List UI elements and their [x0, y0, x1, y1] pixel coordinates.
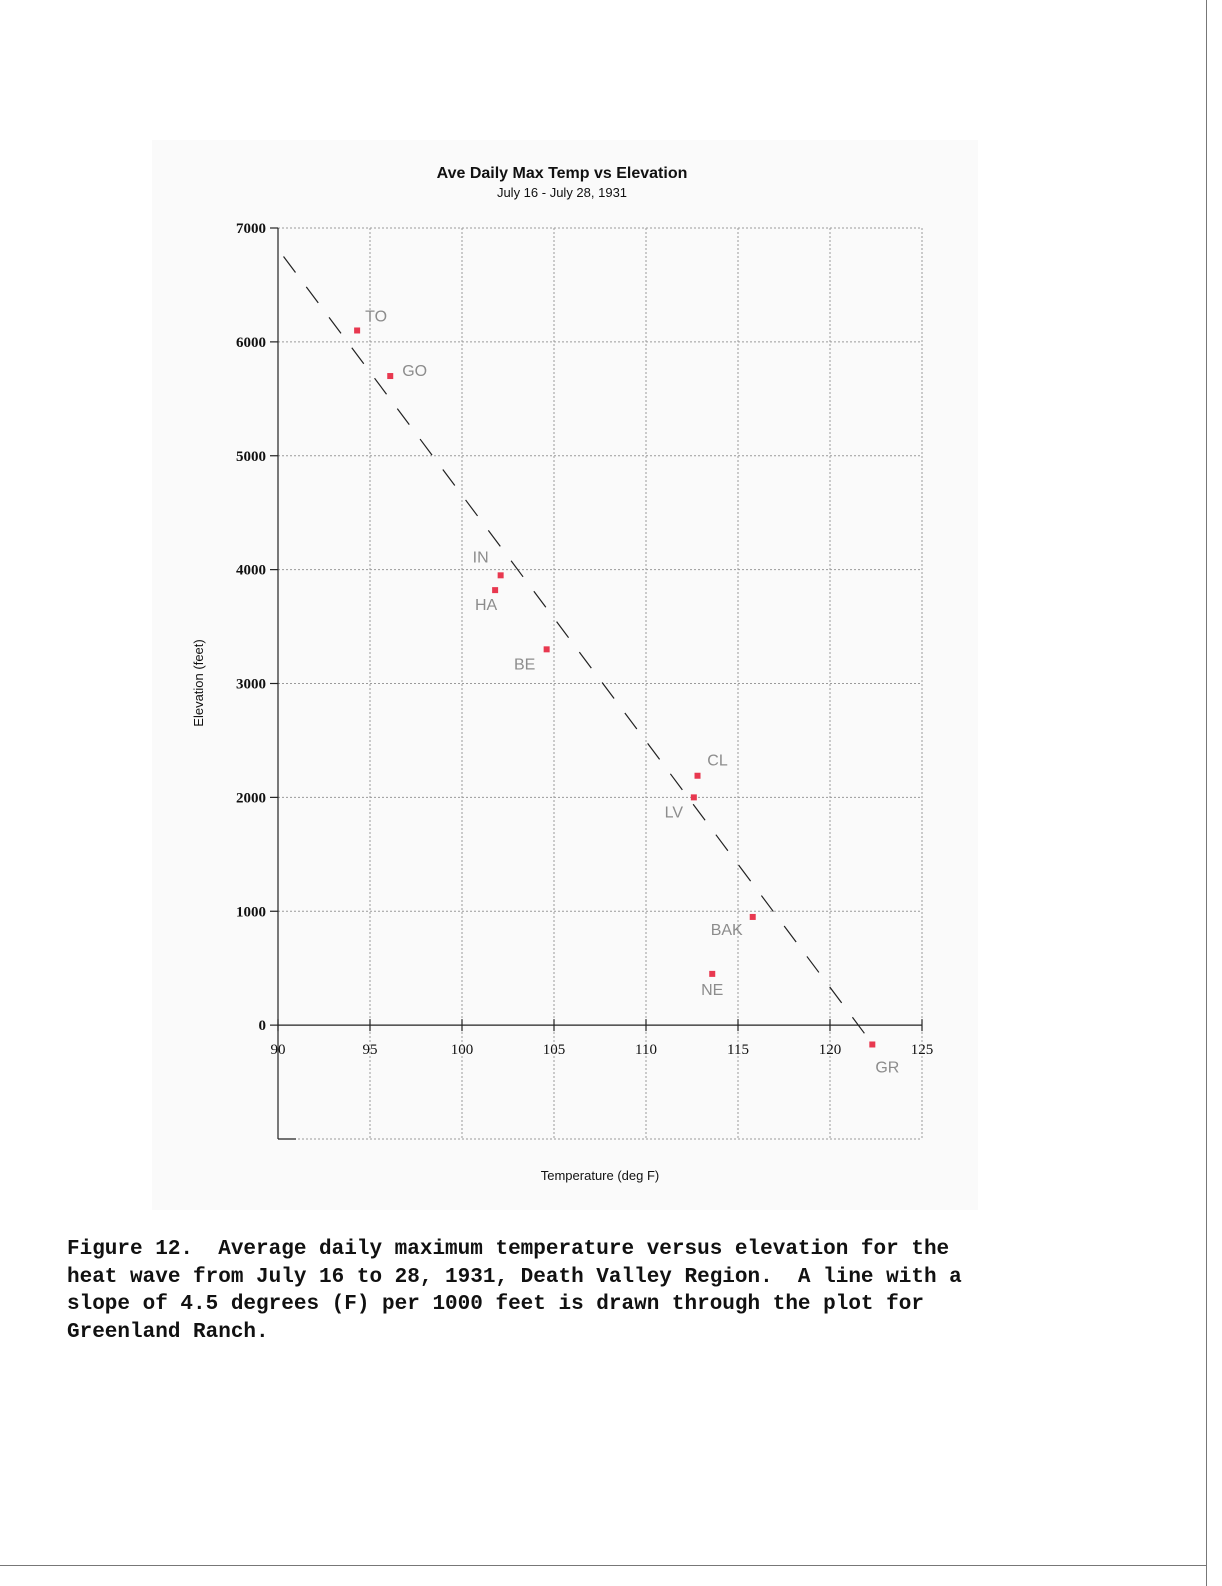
- x-axis-label: Temperature (deg F): [540, 1168, 660, 1183]
- caption-line: heat wave from July 16 to 28, 1931, Death Valley Region. A line with a: [67, 1265, 962, 1289]
- point-label: NE: [701, 981, 724, 999]
- y-tick-label: 1000: [236, 904, 266, 921]
- point-label: CL: [707, 752, 728, 770]
- caption-line: Figure 12. Average daily maximum temperature versus elevation for the: [67, 1238, 950, 1261]
- fit-line-path: [284, 256, 867, 1036]
- point-marker: [498, 572, 504, 578]
- x-tick-label: 90: [270, 1042, 286, 1059]
- page-edge-bottom: [0, 1565, 1207, 1566]
- tick-labels: [236, 221, 933, 1058]
- point-label: BAK: [710, 921, 743, 939]
- data-points: [354, 308, 899, 1076]
- point-label: BE: [513, 656, 536, 674]
- caption-line: Greenland Ranch.: [67, 1321, 269, 1345]
- point-label: LV: [664, 804, 684, 822]
- x-tick-label: 125: [910, 1042, 934, 1059]
- point-marker: [492, 587, 498, 593]
- y-tick-label: 2000: [236, 790, 266, 807]
- grid-lines: [278, 228, 922, 1139]
- y-tick-label: 4000: [236, 562, 266, 579]
- point-marker: [750, 914, 756, 920]
- y-axis-label: Elevation (feet): [191, 639, 206, 727]
- x-tick-label: 100: [450, 1042, 474, 1059]
- point-marker: [691, 794, 697, 800]
- y-tick-label: 7000: [236, 221, 266, 237]
- x-tick-label: 105: [542, 1042, 566, 1059]
- y-tick-label: 6000: [236, 334, 266, 351]
- x-tick-label: 115: [727, 1042, 749, 1059]
- x-tick-label: 120: [818, 1042, 842, 1059]
- point-marker: [709, 971, 715, 977]
- fit-line: [284, 256, 867, 1036]
- page-edge-right: [1206, 0, 1207, 1586]
- x-tick-label: 95: [362, 1042, 378, 1059]
- y-tick-label: 0: [258, 1018, 266, 1035]
- point-label: GR: [875, 1059, 900, 1077]
- chart-subtitle: July 16 - July 28, 1931: [496, 185, 628, 200]
- caption-line: slope of 4.5 degrees (F) per 1000 feet is drawn through the plot for: [67, 1293, 924, 1317]
- chart-figure: [152, 140, 978, 1210]
- point-marker: [387, 373, 393, 379]
- scatter-chart: [152, 140, 978, 1210]
- point-marker: [354, 327, 360, 333]
- point-marker: [869, 1041, 875, 1047]
- figure-caption: [67, 1236, 1127, 1347]
- y-tick-label: 5000: [236, 448, 266, 465]
- y-tick-label: 3000: [236, 676, 266, 693]
- point-label: GO: [402, 363, 428, 381]
- point-label: HA: [475, 597, 498, 615]
- chart-title: Ave Daily Max Temp vs Elevation: [436, 165, 688, 182]
- point-marker: [695, 773, 701, 779]
- x-tick-label: 110: [635, 1042, 657, 1059]
- point-marker: [544, 646, 550, 652]
- point-label: IN: [472, 549, 489, 567]
- point-label: TO: [365, 308, 388, 326]
